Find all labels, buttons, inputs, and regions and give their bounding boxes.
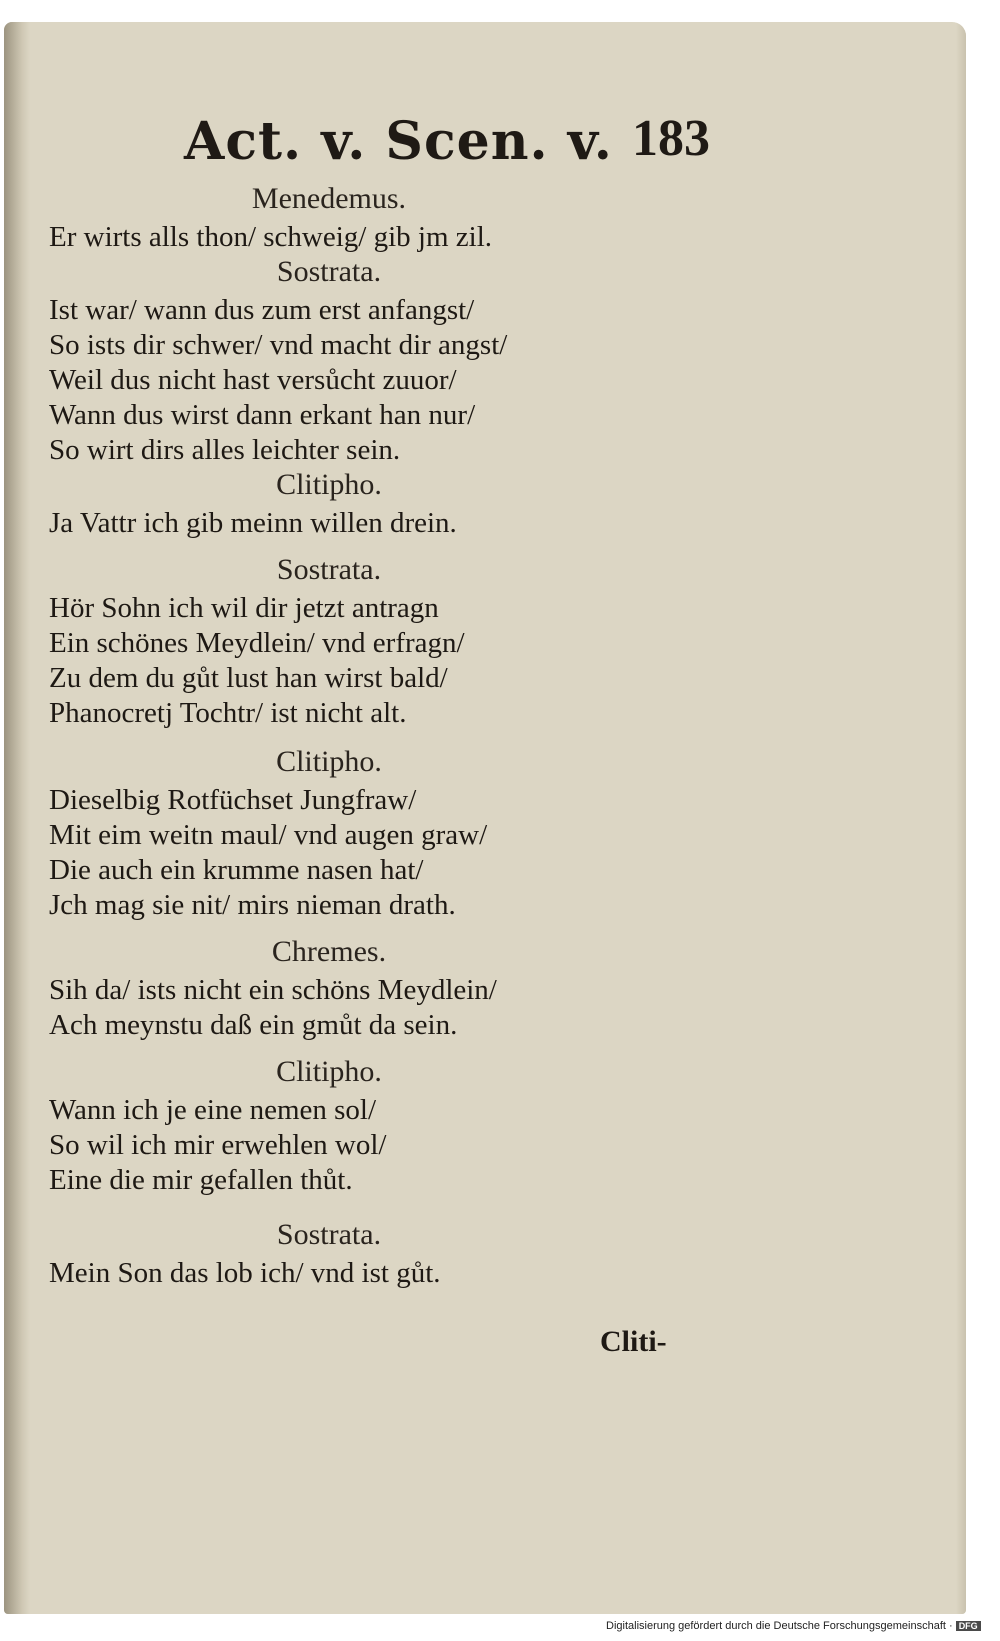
page-header <box>4 97 966 187</box>
verse-line: Wann ich je eine nemen sol/ <box>49 1094 377 1126</box>
dfg-logo-icon: DFG <box>956 1621 981 1631</box>
speaker-name: Menedemus. <box>251 182 407 215</box>
verse-line: Sih da/ ists nicht ein schöns Meydlein/ <box>49 974 497 1006</box>
verse-line: So wirt dirs alles leichter sein. <box>49 434 401 466</box>
page-spine-shadow <box>4 22 30 1614</box>
verse-line: Ein schönes Meydlein/ vnd erfragn/ <box>49 627 465 659</box>
verse-line: Weil dus nicht hast versůcht zuuor/ <box>49 364 457 396</box>
speech-block <box>49 255 669 468</box>
verse-line: Ist war/ wann dus zum erst anfangst/ <box>49 294 475 326</box>
verse-line: Ja Vattr ich gib meinn willen drein. <box>49 507 457 539</box>
verse-line: Jch mag sie nit/ mirs nieman drath. <box>49 889 456 921</box>
speech-block <box>49 935 669 1043</box>
speaker-name: Clitipho. <box>276 1055 382 1088</box>
digitization-credit <box>606 1620 981 1632</box>
credit-text: Digitalisierung gefördert durch die Deutsche Forschungsgemeinschaft · <box>606 1620 953 1632</box>
verse-line: So ists dir schwer/ vnd macht dir angst/ <box>49 329 508 361</box>
running-head: Act. v. Scen. v. <box>184 111 613 172</box>
speaker-name: Chremes. <box>271 935 387 968</box>
page-edge <box>956 22 966 1614</box>
speech-block <box>49 1218 669 1291</box>
speaker-name: Clitipho. <box>276 745 382 778</box>
speech-block <box>49 745 669 923</box>
verse-line: Er wirts alls thon/ schweig/ gib jm zil. <box>49 221 493 253</box>
catchword: Cliti- <box>600 1325 667 1358</box>
verse-line: Mein Son das lob ich/ vnd ist gůt. <box>49 1257 441 1289</box>
speech-block <box>49 1055 669 1198</box>
verse-line: Dieselbig Rotfüchset Jungfraw/ <box>49 784 417 816</box>
speaker-name: Sostrata. <box>276 553 382 586</box>
speech-block <box>49 468 669 541</box>
verse-line: Phanocretj Tochtr/ ist nicht alt. <box>49 697 407 729</box>
verse-line: Hör Sohn ich wil dir jetzt antragn <box>49 592 439 624</box>
book-page <box>4 22 966 1614</box>
verse-line: Die auch ein krumme nasen hat/ <box>49 854 424 886</box>
speech-block <box>49 182 669 255</box>
speech-block <box>49 553 669 731</box>
verse-line: Wann dus wirst dann erkant han nur/ <box>49 399 476 431</box>
verse-line: Ach meynstu daß ein gmůt da sein. <box>49 1009 458 1041</box>
page-number: 183 <box>632 110 710 167</box>
verse-line: So wil ich mir erwehlen wol/ <box>49 1129 387 1161</box>
speaker-name: Clitipho. <box>276 468 382 501</box>
verse-line: Eine die mir gefallen thůt. <box>49 1164 353 1196</box>
speaker-name: Sostrata. <box>276 1218 382 1251</box>
verse-line: Zu dem du gůt lust han wirst bald/ <box>49 662 448 694</box>
verse-line: Mit eim weitn maul/ vnd augen graw/ <box>49 819 488 851</box>
speaker-name: Sostrata. <box>276 255 382 288</box>
verse-text <box>49 182 669 1291</box>
